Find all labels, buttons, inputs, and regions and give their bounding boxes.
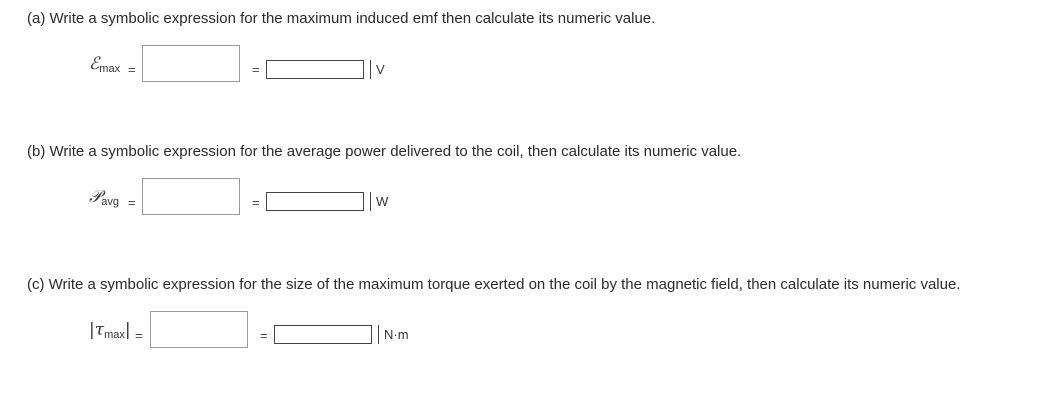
emf-symbolic-input[interactable]	[142, 45, 240, 82]
power-avg-symbol: 𝒫$_{avg}$	[89, 187, 120, 208]
answer-row-a	[0, 45, 1058, 85]
power-symbolic-input[interactable]	[142, 178, 240, 215]
answer-row-b	[0, 178, 1058, 218]
emf-unit-label: V	[370, 60, 385, 79]
torque-numeric-input[interactable]	[274, 325, 372, 344]
equals-sign-b2: =	[252, 195, 260, 210]
equals-sign-c1: =	[135, 328, 143, 343]
torque-unit-label: N·m	[378, 325, 409, 344]
question-a-text: (a) Write a symbolic expression for the maximum induced emf then calculate its numeric value.	[27, 10, 656, 27]
equals-sign-b1: =	[128, 195, 136, 210]
answer-row-c	[0, 311, 1058, 351]
power-unit-label: W	[370, 192, 388, 211]
power-numeric-input[interactable]	[266, 192, 364, 211]
equals-sign-a2: =	[252, 62, 260, 77]
question-c-text: (c) Write a symbolic expression for the size of the maximum torque exerted on the coil by the magnetic field, then calculate its numeric value.	[27, 276, 961, 293]
equals-sign-a1: =	[128, 62, 136, 77]
question-b-text: (b) Write a symbolic expression for the average power delivered to the coil, then calculate its numeric value.	[27, 143, 742, 160]
emf-max-symbol: ℰ$_{max}$	[89, 54, 121, 75]
torque-symbolic-input[interactable]	[150, 311, 248, 348]
emf-numeric-input[interactable]	[266, 60, 364, 79]
torque-max-symbol: $|\tau_{max}|$	[89, 320, 131, 341]
equals-sign-c2: =	[260, 328, 268, 343]
